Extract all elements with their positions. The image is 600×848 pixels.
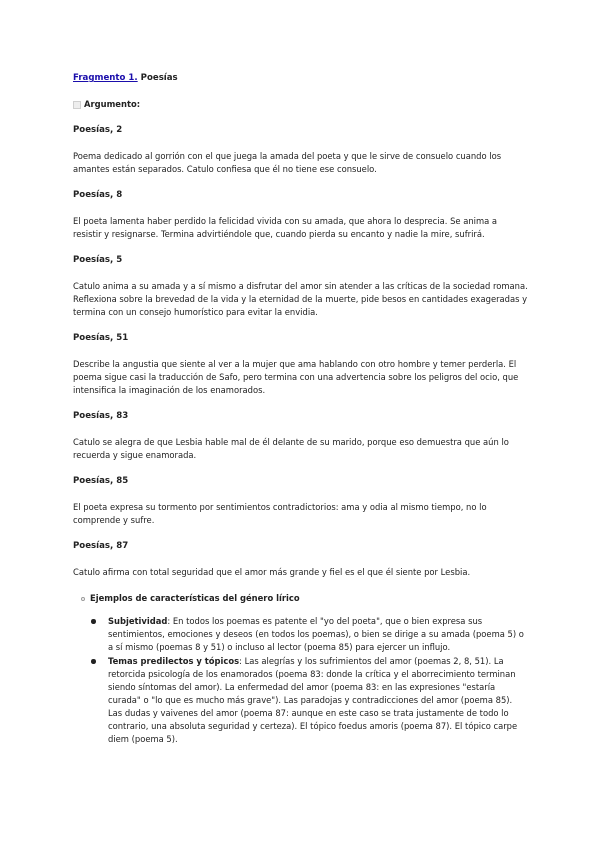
term-description: : En todos los poemas es patente el "yo del poeta", que o bien expresa sus sentimientos, emociones y deseos (en todos los poemas), o bien se dirige a su amada (poema 5) o a sí mismo (poemas 8 y 51) o incluso al lector (poema 85) para ejercer un influjo.: [108, 616, 524, 652]
examples-list: [73, 615, 528, 746]
bullet-icon: [91, 659, 96, 664]
argumento-heading: [73, 98, 528, 111]
page-title: [73, 72, 528, 85]
section-heading: Poesías, 87: [73, 541, 129, 551]
section-heading: Poesías, 5: [73, 255, 123, 265]
term-label: Temas predilectos y tópicos: [108, 656, 240, 666]
argumento-label: Argumento:: [84, 99, 141, 109]
examples-heading-label: Ejemplos de características del género lírico: [90, 593, 300, 603]
section-poesias-51: [73, 332, 528, 397]
section-poesias-5: [73, 254, 528, 319]
section-poesias-85: [73, 475, 528, 527]
section-text: El poeta expresa su tormento por sentimientos contradictorios: ama y odia al mismo tiempo, no lo comprende y sufre.: [73, 502, 487, 525]
section-heading: Poesías, 83: [73, 411, 129, 421]
section-text: El poeta lamenta haber perdido la felicidad vivida con su amada, que ahora lo desprecia. Se anima a resistir y resignarse. Termina advirtiéndole que, cuando pierda su encanto y nadie la mire, sufrirá.: [73, 216, 498, 239]
title-text: Poesías: [137, 73, 178, 83]
section-text: Catulo afirma con total seguridad que el amor más grande y fiel es el que él siente por Lesbia.: [73, 567, 471, 577]
list-item: [108, 615, 528, 654]
section-poesias-8: [73, 189, 528, 241]
fragment-link[interactable]: Fragmento 1.: [73, 73, 138, 83]
term-description: : Las alegrías y los sufrimientos del amor (poemas 2, 8, 51). La retorcida psicología de los enamorados (poema 83: donde la crítica y el aborrecimiento terminan siendo síntomas del amor). La enfermedad del amor (poema 83: en las expresiones "estaría curada" o "lo que es mucho más grave"). Las paradojas y contradicciones del amor (poema 85). Las dudas y vaivenes del amor (poema 87: aunque en este caso se trata justamente de todo lo contrario, una absoluta seguridad y certeza). El tópico foedus amoris (poema 87). El tópico carpe diem (poema 5).: [108, 656, 518, 744]
document-content: [73, 72, 528, 747]
checkbox-icon[interactable]: [73, 101, 81, 109]
section-text: Describe la angustia que siente al ver a la mujer que ama hablando con otro hombre y temer perderla. El poema sigue casi la traducción de Safo, pero termina con una advertencia sobre los peligros del ocio, que intensifica la imaginación de los enamorados.: [73, 359, 519, 395]
section-heading: Poesías, 2: [73, 125, 123, 135]
section-heading: Poesías, 51: [73, 333, 129, 343]
section-poesias-87: [73, 540, 528, 579]
section-text: Catulo se alegra de que Lesbia hable mal de él delante de su marido, porque eso demuestra que aún lo recuerda y sigue enamorada.: [73, 437, 509, 460]
circle-bullet-icon: [81, 597, 85, 601]
list-item: [108, 655, 528, 746]
section-text: Catulo anima a su amada y a sí mismo a disfrutar del amor sin atender a las críticas de la sociedad romana. Reflexiona sobre la brevedad de la vida y la eternidad de la muerte, pide besos en cantidades exageradas y termina con un consejo humorístico para evitar la envidia.: [73, 281, 528, 317]
section-poesias-2: [73, 124, 528, 176]
bullet-icon: [91, 619, 96, 624]
section-heading: Poesías, 8: [73, 190, 123, 200]
section-heading: Poesías, 85: [73, 476, 129, 486]
section-text: Poema dedicado al gorrión con el que juega la amada del poeta y que le sirve de consuelo cuando los amantes están separados. Catulo confiesa que él no tiene ese consuelo.: [73, 151, 502, 174]
term-label: Subjetividad: [108, 616, 168, 626]
section-poesias-83: [73, 410, 528, 462]
examples-heading: [81, 592, 528, 605]
